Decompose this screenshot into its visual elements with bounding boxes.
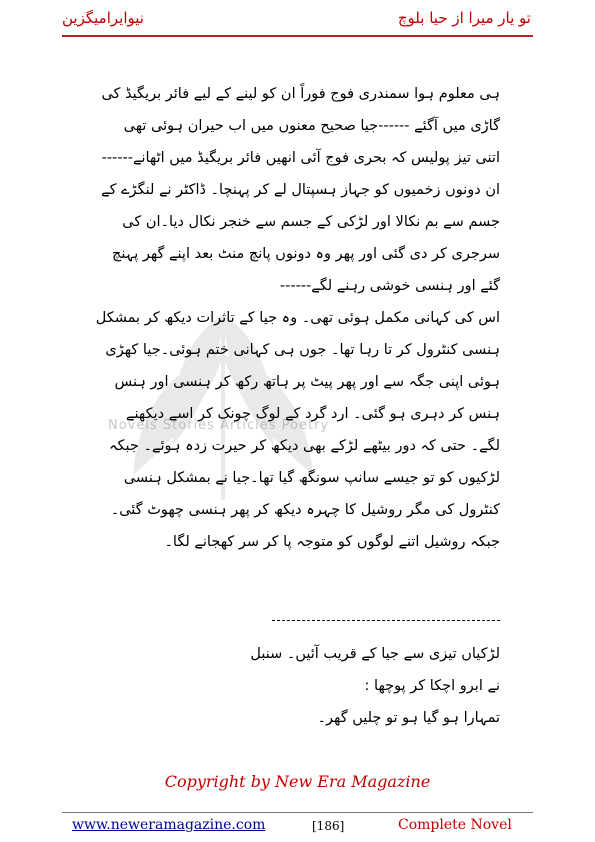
page-number: [186] — [312, 819, 345, 833]
website-link[interactable]: www.neweramagazine.com — [72, 817, 266, 833]
novel-type-label: Complete Novel — [398, 817, 512, 833]
section-divider — [272, 620, 500, 621]
footer-divider — [62, 812, 533, 813]
story-paragraph: اس کی کہانی مکمل ہوئی تھی۔ وہ جیا کے تاثرات دیکھ کر بمشکل ہنسی کنٹرول کر تا رہا تھا۔ جوں ہی کہانی ختم ہوئی۔جیا کھڑی ہوئی اپنی جگہ سے اور پھر پیٹ پر ہاتھ رکھ کر ہنسی اور ہنس ہنس کر دہری ہو گئی۔ ارد گرد کے لوگ چونک کر اسے دیکھنے لگے۔ حتی کہ دور بیٹھے لڑکے بھی دیکھ کر حیرت زدہ ہوئے۔ جبکہ لڑکیوں کو تو جیسے سانپ سونگھ گیا تھا۔جیا نے بمشکل ہنسی کنٹرول کی مگر روشیل کا چہرہ دیکھ کر پھر ہنسی چھوٹ گئی۔ جبکہ روشیل اتنے لوگوں کو متوجہ پا کر سر کھجانے لگا۔ — [95, 310, 500, 550]
story-paragraph: ہی معلوم ہوا سمندری فوج فوراً ان کو لینے کے لیے فائر بریگیڈ کی گاڑی میں آگئے ------جیا صحیح معنوں میں اب حیران ہوئی تھی اتنی تیز پولیس کہ بحری فوج آئی انھیں فائر بریگیڈ میں اٹھانے------ان دونوں زخمیوں کو جہاز ہسپتال لے کر پہنچا۔ ڈاکٹر نے لنگڑے کے جسم سے بم نکالا اور لڑکی کے جسم سے خنجر نکال دیا۔ان کی سرجری کر دی گئی اور پھر وہ دونوں پانچ منٹ بعد اپنے گھر پہنچ گئے اور ہنسی خوشی رہنے لگے------ — [101, 86, 500, 294]
novel-author-title: تو یار میرا از حیا بلوچ — [397, 9, 531, 27]
article-body — [95, 78, 500, 558]
dialogue-line: تمہارا ہو گیا ہو تو چلیں گھر۔ — [317, 710, 500, 726]
dialogue-line: لڑکیاں تیزی سے جیا کے قریب آئیں۔ سنبل نے ابرو اچکا کر پوچھا : — [250, 646, 500, 694]
magazine-title: نیوایرامیگزین — [62, 9, 144, 27]
watermark-text: Novels Stories Articles Poetry — [108, 418, 330, 433]
copyright-notice: Copyright by New Era Magazine — [164, 772, 431, 791]
dialogue-block — [240, 638, 500, 734]
header-divider — [62, 35, 533, 37]
